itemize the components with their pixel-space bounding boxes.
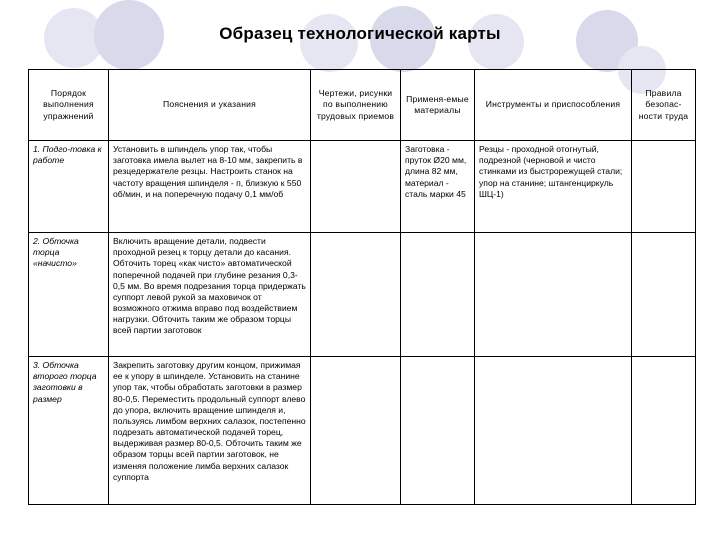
header-step-order-label: Порядок выполнения упражнений	[43, 88, 94, 121]
row-2-step: 2. Обточка торца «начисто»	[29, 233, 109, 357]
row-3-step: 3. Обточка второго торца заготовки в размер	[29, 357, 109, 505]
row-1-explanation: Установить в шпиндель упор так, чтобы заготовка имела вылет на 8-10 мм, закрепить в резцедержателе резцы. Настроить станок на частоту вращения шпинделя - п, близкую к 550 об/мин, и на поперечную подачу 0,1 мм/об	[109, 141, 311, 233]
row-2-explanation: Включить вращение детали, подвести проходной резец к торцу детали до касания. Обточить торец «как чисто» автоматической поперечной подачей при глубине резания 0,3-0,5 мм. Во время подрезания торца придержать суппорт левой рукой за маховичок от возможного отжима вправо под воздействием нагрузки. Обточить таким же образом торцы всей партии заготовок	[109, 233, 311, 357]
header-materials	[401, 70, 475, 141]
header-materials-label: Применя-емые материалы	[406, 93, 469, 115]
table-row	[29, 141, 696, 233]
row-1-materials: Заготовка - пруток Ø20 мм, длина 82 мм, материал - сталь марки 45	[401, 141, 475, 233]
header-safety	[632, 70, 696, 141]
header-tools	[475, 70, 632, 141]
row-3-materials	[401, 357, 475, 505]
row-3-tools	[475, 357, 632, 505]
row-3-safety	[632, 357, 696, 505]
row-2-safety	[632, 233, 696, 357]
row-2-materials	[401, 233, 475, 357]
row-2-tools	[475, 233, 632, 357]
row-1-tools: Резцы - проходной отогнутый, подрезной (черновой и чисто стинками из быстрорежущей стали; упор на станине; штангенциркуль ШЦ-1)	[475, 141, 632, 233]
header-step-order	[29, 70, 109, 141]
table-header-row	[29, 70, 696, 141]
row-3-drawings	[311, 357, 401, 505]
row-1-drawings	[311, 141, 401, 233]
row-1-safety	[632, 141, 696, 233]
slide-title: Образец технологической карты	[219, 24, 501, 43]
header-safety-label: Правила безопас-ности труда	[638, 88, 689, 121]
table-row	[29, 357, 696, 505]
header-explanations-label: Пояснения и указания	[162, 99, 257, 110]
header-tools-label: Инструменты и приспособления	[485, 99, 621, 110]
header-drawings	[311, 70, 401, 141]
header-drawings-label: Чертежи, рисунки по выполнению трудовых приемов	[316, 88, 395, 121]
row-2-drawings	[311, 233, 401, 357]
technology-card-table	[28, 69, 696, 505]
row-3-explanation: Закрепить заготовку другим концом, прижимая ее к упору в шпинделе. Установить на станине упор так, чтобы обработать заготовки в размер 80-0,5. Переместить продольный суппорт влево до упора, включить вращение шпинделя и, пользуясь лимбом верхних салазок, постепенно подрезать автоматической подачей торец, выдерживая размер 80-0,5. Обточить таким же образом торцы всей партии заготовок, не изменяя положение лимба верхних салазок суппорта	[109, 357, 311, 505]
table-row	[29, 233, 696, 357]
header-explanations	[109, 70, 311, 141]
row-1-step: 1. Подго-товка к работе	[29, 141, 109, 233]
